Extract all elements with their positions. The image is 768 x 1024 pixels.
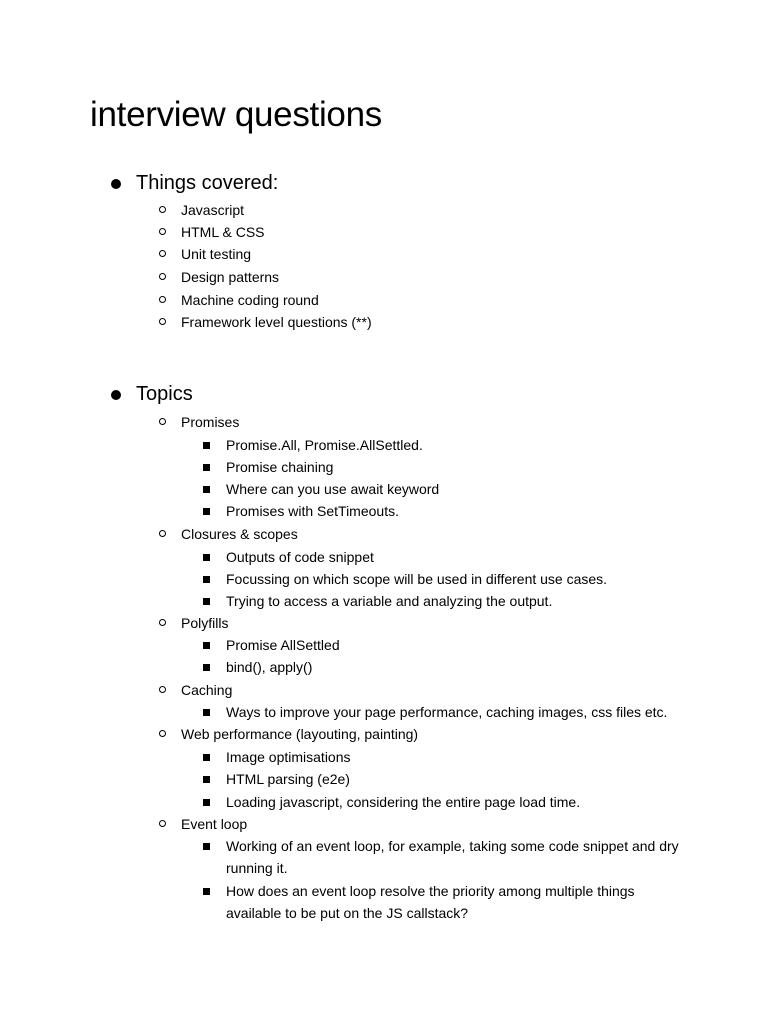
- hollow-circle-bullet-icon: [159, 820, 166, 827]
- list-item-label: Machine coding round: [181, 292, 319, 308]
- sub-list-item-label: Image optimisations: [226, 749, 351, 765]
- sub-list-item-label: Ways to improve your page performance, caching images, css files etc.: [226, 704, 668, 720]
- square-bullet-icon: [203, 888, 210, 895]
- sub-list-item: [226, 836, 679, 856]
- sub-list-item-label: HTML parsing (e2e): [226, 771, 350, 787]
- sub-list-item: [226, 747, 351, 767]
- sub-list-item: [226, 591, 552, 611]
- list-item-closures-scopes: [181, 524, 298, 544]
- sub-list-item: [226, 769, 350, 789]
- section-heading-topics: [136, 381, 193, 407]
- list-item-label: Javascript: [181, 202, 245, 218]
- list-item-label: Promises: [181, 414, 240, 430]
- hollow-circle-bullet-icon: [159, 418, 166, 425]
- hollow-circle-bullet-icon: [159, 296, 166, 303]
- list-item-label: Caching: [181, 682, 233, 698]
- sub-list-item-continuation: running it.: [226, 860, 288, 876]
- hollow-circle-bullet-icon: [159, 206, 166, 213]
- list-item-caching: [181, 680, 232, 700]
- square-bullet-icon: [203, 754, 210, 761]
- sub-list-item: [226, 435, 423, 455]
- sub-list-item: [226, 501, 399, 521]
- list-item-web-performance: [181, 724, 418, 744]
- section-heading-things-covered: [136, 170, 278, 196]
- sub-list-item: [226, 635, 340, 655]
- square-bullet-icon: [203, 486, 210, 493]
- hollow-circle-bullet-icon: [159, 686, 166, 693]
- square-bullet-icon: [203, 598, 210, 605]
- list-item-label: Design patterns: [181, 269, 280, 285]
- sub-list-item: [226, 881, 635, 901]
- square-bullet-icon: [203, 508, 210, 515]
- hollow-circle-bullet-icon: [159, 530, 166, 537]
- sub-list-item: [226, 479, 439, 499]
- square-bullet-icon: [203, 709, 210, 716]
- section-heading-label: Things covered:: [136, 172, 279, 194]
- sub-list-item: [226, 702, 667, 722]
- square-bullet-icon: [203, 776, 210, 783]
- square-bullet-icon: [203, 442, 210, 449]
- sub-list-item: [226, 569, 607, 589]
- filled-circle-bullet-icon: [111, 390, 121, 400]
- square-bullet-icon: [203, 843, 210, 850]
- sub-list-item-label: Focussing on which scope will be used in different use cases.: [226, 571, 608, 587]
- hollow-circle-bullet-icon: [159, 228, 166, 235]
- sub-list-item-label: Promise AllSettled: [226, 637, 340, 653]
- list-item: [181, 290, 319, 310]
- list-item-label: Closures & scopes: [181, 526, 298, 542]
- list-item: [181, 267, 279, 287]
- hollow-circle-bullet-icon: [159, 250, 166, 257]
- list-item: [181, 244, 251, 264]
- document-title: interview questions: [90, 95, 382, 134]
- square-bullet-icon: [203, 464, 210, 471]
- list-item: [181, 312, 372, 332]
- hollow-circle-bullet-icon: [159, 318, 166, 325]
- hollow-circle-bullet-icon: [159, 619, 166, 626]
- list-item-label: Unit testing: [181, 246, 252, 262]
- square-bullet-icon: [203, 554, 210, 561]
- sub-list-item: [226, 657, 312, 677]
- sub-list-item-continuation: available to be put on the JS callstack?: [226, 905, 469, 921]
- sub-list-item-label: How does an event loop resolve the priority among multiple things: [226, 883, 635, 899]
- square-bullet-icon: [203, 576, 210, 583]
- sub-list-item-label: bind(), apply(): [226, 659, 313, 675]
- sub-list-item: [226, 547, 374, 567]
- hollow-circle-bullet-icon: [159, 273, 166, 280]
- sub-list-item-label: Trying to access a variable and analyzing the output.: [226, 593, 553, 609]
- sub-list-item-label: Loading javascript, considering the entire page load time.: [226, 794, 581, 810]
- sub-list-item-label: Promise.All, Promise.AllSettled.: [226, 437, 423, 453]
- list-item-promises: [181, 412, 239, 432]
- square-bullet-icon: [203, 799, 210, 806]
- list-item: [181, 222, 265, 242]
- square-bullet-icon: [203, 642, 210, 649]
- filled-circle-bullet-icon: [111, 179, 121, 189]
- sub-list-item-label: Promises with SetTimeouts.: [226, 503, 399, 519]
- list-item-polyfills: [181, 613, 228, 633]
- sub-list-item-label: Outputs of code snippet: [226, 549, 374, 565]
- list-item-label: Framework level questions (**): [181, 314, 372, 330]
- list-item-label: Polyfills: [181, 615, 229, 631]
- sub-list-item-label: Promise chaining: [226, 459, 334, 475]
- list-item-label: Event loop: [181, 816, 248, 832]
- sub-list-item: [226, 792, 580, 812]
- list-item: [181, 200, 244, 220]
- sub-list-item-label: Where can you use await keyword: [226, 481, 440, 497]
- list-item-event-loop: [181, 814, 247, 834]
- hollow-circle-bullet-icon: [159, 730, 166, 737]
- list-item-label: HTML & CSS: [181, 224, 265, 240]
- list-item-label: Web performance (layouting, painting): [181, 726, 419, 742]
- sub-list-item: [226, 457, 333, 477]
- square-bullet-icon: [203, 664, 210, 671]
- section-heading-label: Topics: [136, 383, 193, 405]
- sub-list-item-label: Working of an event loop, for example, taking some code snippet and dry: [226, 838, 679, 854]
